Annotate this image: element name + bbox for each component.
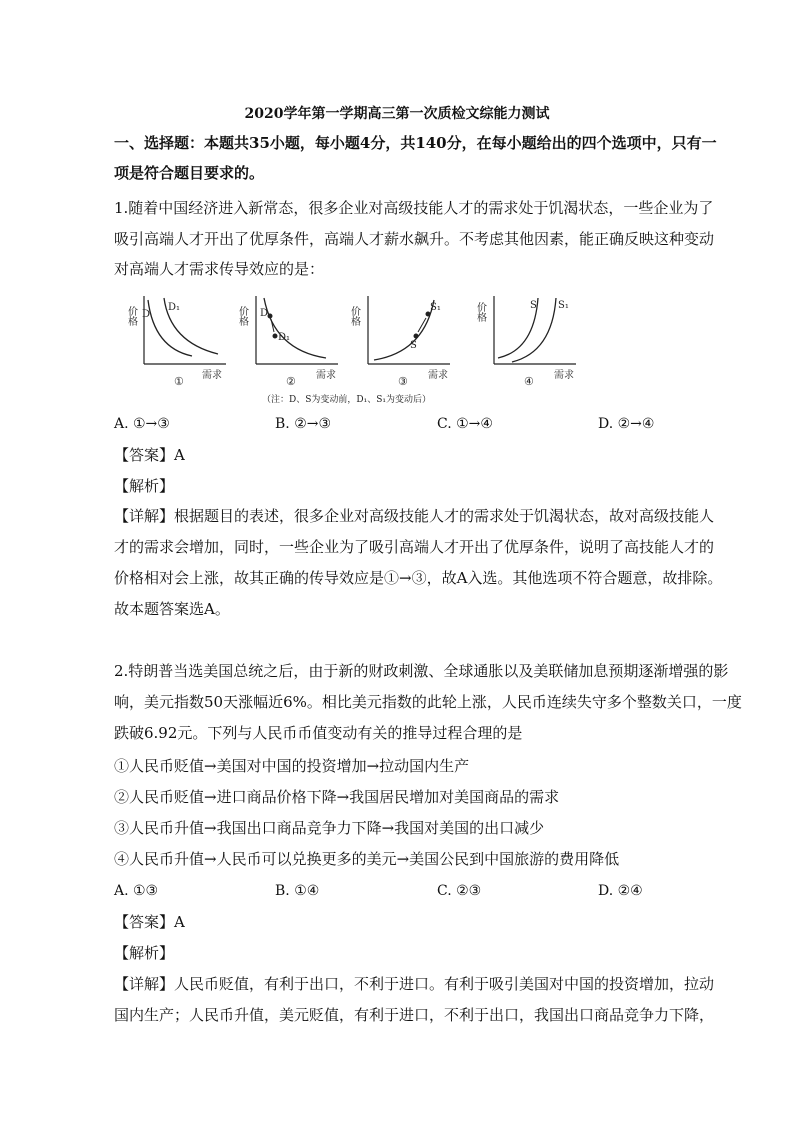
figure-note: （注：D、S为变动前，D₁、S₁为变动后）: [262, 395, 431, 405]
q1-analysis-line-2: 才的需求会增加，同时，一些企业为了吸引高端人才开出了优厚条件，说明了高技能人才的: [114, 538, 715, 556]
q2-option-a: A. ①③: [114, 883, 159, 899]
x-axis-label: 需求: [202, 370, 222, 381]
curve-label-s1-4: S₁: [558, 300, 569, 311]
curve-label-d-2: D: [260, 308, 269, 319]
section-heading-line-1: 一、选择题：本题共35小题，每小题4分，共140分，在每小题给出的四个选项中，只有一: [114, 134, 717, 152]
graph-4: [475, 296, 577, 388]
q2-stem-line-1: 2.特朗普当选美国总统之后，由于新的财政刺激、全球通胀以及美联储加息预期逐渐增强的影: [114, 662, 729, 680]
y-axis-label-2: 价格: [236, 306, 248, 326]
curve-label-s-4: S: [530, 300, 537, 311]
graph-number-4: ④: [524, 375, 534, 388]
q1-option-a: A. ①→③: [114, 416, 170, 432]
q1-analysis-line-4: 故本题答案选A。: [114, 600, 230, 618]
q2-analysis-heading: 【解析】: [114, 944, 175, 962]
q2-stem-line-3: 跌破6.92元。下列与人民币币值变动有关的推导过程合理的是: [114, 724, 523, 742]
y-axis-label: 价格: [125, 306, 137, 326]
q1-answer: 【答案】A: [114, 446, 185, 464]
y-axis-label-4: 价格: [474, 302, 486, 322]
q2-analysis-line-2: 国内生产；人民币升值，美元贬值，有利于进口，不利于出口，我国出口商品竞争力下降，: [114, 1006, 715, 1024]
graph-number-2: ②: [286, 375, 296, 388]
curve-label-s-3: S: [410, 340, 417, 351]
section-heading-line-2: 项是符合题目要求的。: [114, 164, 265, 182]
y-axis-label-3: 价格: [348, 306, 360, 326]
q1-analysis-heading: 【解析】: [114, 477, 175, 495]
x-axis-label-3: 需求: [428, 370, 448, 381]
graph-2: [237, 296, 339, 388]
q1-figure: [125, 290, 594, 410]
q2-analysis-line-1: 【详解】人民币贬值，有利于出口，不利于进口。有利于吸引美国对中国的投资增加，拉动: [114, 975, 715, 993]
x-axis-label-4: 需求: [554, 370, 574, 381]
q2-option-b: B. ①④: [275, 883, 320, 899]
x-axis-label-2: 需求: [316, 370, 336, 381]
q1-stem-line-1: 1.随着中国经济进入新常态，很多企业对高级技能人才的需求处于饥渴状态，一些企业为了: [114, 199, 714, 217]
graph-number-1: ①: [174, 375, 184, 388]
curve-label-s1-3: S₁: [430, 302, 441, 313]
q1-analysis-line-1: 【详解】根据题目的表述，很多企业对高级技能人才的需求处于饥渴状态，故对高级技能人: [114, 507, 715, 525]
q2-item-3: ③人民币升值→我国出口商品竞争力下降→我国对美国的出口减少: [114, 819, 545, 837]
q2-answer: 【答案】A: [114, 913, 185, 931]
q2-option-c: C. ②③: [437, 883, 482, 899]
graph-3: [349, 296, 451, 388]
page-title: 2020学年第一学期高三第一次质检文综能力测试: [244, 106, 550, 122]
q1-option-d: D. ②→④: [598, 416, 655, 432]
q2-option-d: D. ②④: [598, 883, 643, 899]
q2-item-2: ②人民币贬值→进口商品价格下降→我国居民增加对美国商品的需求: [114, 788, 560, 806]
graph-number-3: ③: [398, 375, 408, 388]
q2-item-4: ④人民币升值→人民币可以兑换更多的美元→美国公民到中国旅游的费用降低: [114, 850, 620, 868]
q1-option-b: B. ②→③: [275, 416, 332, 432]
curve-label-d: D: [142, 309, 151, 320]
q2-item-1: ①人民币贬值→美国对中国的投资增加→拉动国内生产: [114, 757, 470, 775]
q1-stem-line-2: 吸引高端人才开出了优厚条件，高端人才薪水飙升。不考虑其他因素，能正确反映这种变动: [114, 230, 715, 248]
curve-label-d1-2: D₁: [278, 332, 291, 343]
q2-stem-line-2: 响，美元指数50天涨幅近6%。相比美元指数的此轮上涨，人民币连续失守多个整数关口，一度: [114, 693, 742, 711]
graph-1: [126, 296, 227, 388]
q1-stem-line-3: 对高端人才需求传导效应的是：: [114, 260, 325, 278]
curve-label-d1: D₁: [168, 302, 181, 313]
q1-option-c: C. ①→④: [437, 416, 493, 432]
q1-analysis-line-3: 价格相对会上涨，故其正确的传导效应是①→③，故A入选。其他选项不符合题意，故排除。: [114, 569, 723, 587]
